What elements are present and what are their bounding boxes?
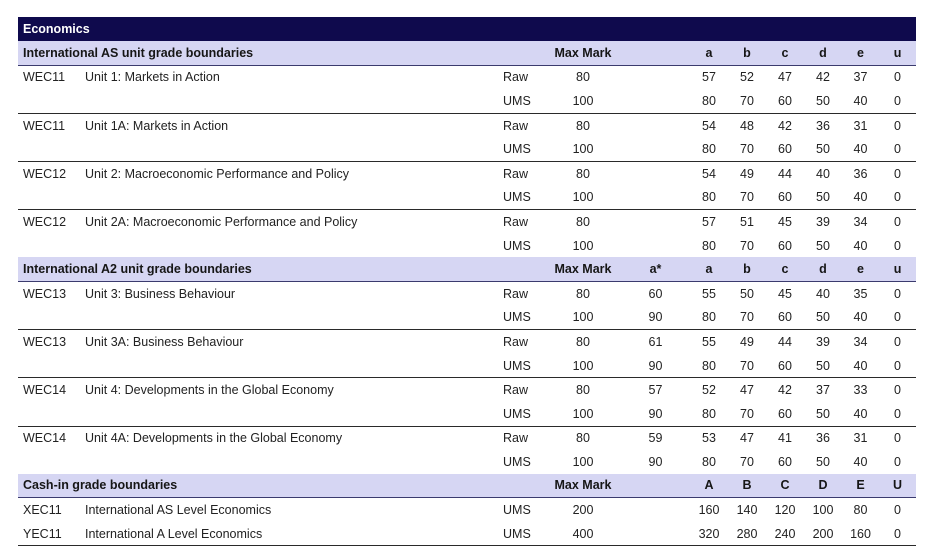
grade-boundary bbox=[621, 234, 690, 258]
grade-boundary: 60 bbox=[778, 310, 792, 325]
max-mark: 100 bbox=[572, 142, 594, 157]
grade-boundary: 0 bbox=[879, 522, 916, 546]
grade-boundary: 55 bbox=[690, 330, 728, 354]
grade-boundary: 80 bbox=[702, 93, 716, 108]
grade-boundary: 280 bbox=[728, 522, 766, 546]
mark-type: Raw bbox=[503, 113, 545, 137]
grade-boundary: 40 bbox=[853, 358, 868, 373]
mark-type: UMS bbox=[503, 190, 531, 205]
table-row bbox=[18, 306, 916, 330]
unit-code: WEC13 bbox=[23, 286, 67, 301]
max-mark-header: Max Mark bbox=[545, 474, 621, 498]
max-mark-header: Max Mark bbox=[545, 257, 621, 281]
mark-type: Raw bbox=[503, 378, 545, 402]
unit-code: WEC13 bbox=[18, 330, 85, 354]
unit-code: WEC14 bbox=[18, 426, 85, 450]
grade-boundary: 90 bbox=[648, 454, 663, 469]
max-mark: 100 bbox=[572, 310, 594, 325]
grade-header: u bbox=[879, 41, 916, 65]
grade-boundary: 57 bbox=[690, 210, 728, 234]
table-row bbox=[18, 354, 916, 378]
unit-name: Unit 4: Developments in the Global Economy bbox=[85, 378, 503, 402]
grade-boundary: 80 bbox=[702, 190, 716, 205]
max-mark: 100 bbox=[572, 454, 594, 469]
table-row bbox=[18, 281, 916, 305]
grade-boundary: 60 bbox=[778, 93, 792, 108]
grade-boundary: 54 bbox=[690, 113, 728, 137]
unit-code bbox=[18, 137, 85, 161]
grade-boundary: 49 bbox=[728, 161, 766, 185]
grade-boundary: 50 bbox=[816, 238, 830, 253]
max-mark: 200 bbox=[572, 503, 594, 518]
grade-boundary: 40 bbox=[804, 161, 842, 185]
table-row bbox=[18, 522, 916, 546]
grade-boundary bbox=[621, 89, 690, 113]
grade-header: d bbox=[804, 41, 842, 65]
grade-boundary: 36 bbox=[804, 113, 842, 137]
mark-type: UMS bbox=[503, 310, 531, 325]
grade-boundary: 42 bbox=[766, 113, 804, 137]
max-mark: 80 bbox=[576, 70, 590, 85]
unit-name bbox=[85, 89, 503, 113]
unit-name: Unit 2: Macroeconomic Performance and Policy bbox=[85, 161, 503, 185]
grade-boundary: 54 bbox=[690, 161, 728, 185]
max-mark: 80 bbox=[545, 426, 621, 450]
grade-boundary: 80 bbox=[702, 454, 716, 469]
unit-name: Unit 3A: Business Behaviour bbox=[85, 330, 503, 354]
grade-boundary bbox=[621, 522, 690, 546]
grade-boundary: 0 bbox=[894, 454, 901, 469]
grade-boundary: 320 bbox=[690, 522, 728, 546]
mark-type: Raw bbox=[503, 286, 529, 301]
grade-boundary: 39 bbox=[804, 210, 842, 234]
unit-name bbox=[85, 306, 503, 330]
grade-boundary: 80 bbox=[702, 358, 716, 373]
grade-boundary: 59 bbox=[621, 426, 690, 450]
grade-boundary: 50 bbox=[816, 358, 830, 373]
grade-header: b bbox=[728, 257, 766, 281]
grade-boundary: 0 bbox=[879, 378, 916, 402]
unit-name: Unit 4A: Developments in the Global Economy bbox=[85, 426, 503, 450]
grade-boundary: 49 bbox=[728, 330, 766, 354]
table-row bbox=[18, 210, 916, 234]
mark-type: UMS bbox=[503, 93, 531, 108]
mark-type: Raw bbox=[503, 330, 545, 354]
grade-boundary: 42 bbox=[816, 70, 830, 85]
unit-name bbox=[85, 402, 503, 426]
grade-boundary: 100 bbox=[812, 503, 834, 518]
grade-boundary: 70 bbox=[740, 190, 754, 205]
grade-header: e bbox=[842, 257, 879, 281]
grade-boundary: 0 bbox=[894, 358, 901, 373]
grade-boundary: 0 bbox=[894, 93, 901, 108]
mark-type: UMS bbox=[503, 454, 531, 469]
table-row bbox=[18, 186, 916, 210]
grade-boundary: 0 bbox=[894, 238, 901, 253]
mark-type: UMS bbox=[503, 406, 531, 421]
mark-type: UMS bbox=[503, 503, 531, 518]
section-1-header-row bbox=[18, 257, 916, 281]
grade-boundary: 34 bbox=[842, 210, 879, 234]
grade-boundary: 47 bbox=[728, 378, 766, 402]
max-mark: 80 bbox=[545, 161, 621, 185]
grade-boundary: 40 bbox=[853, 454, 868, 469]
max-mark: 80 bbox=[576, 286, 590, 301]
grade-boundary: 70 bbox=[740, 238, 754, 253]
grade-boundary: 60 bbox=[648, 286, 663, 301]
unit-code: WEC12 bbox=[18, 161, 85, 185]
max-mark: 80 bbox=[545, 113, 621, 137]
max-mark: 80 bbox=[545, 378, 621, 402]
grade-boundary: 80 bbox=[853, 503, 868, 518]
grade-boundary: 44 bbox=[766, 330, 804, 354]
grade-boundary: 61 bbox=[621, 330, 690, 354]
grade-header: E bbox=[842, 474, 879, 498]
unit-code: WEC11 bbox=[18, 113, 85, 137]
grade-boundary: 36 bbox=[804, 426, 842, 450]
grade-boundary: 40 bbox=[853, 310, 868, 325]
unit-name: Unit 3: Business Behaviour bbox=[85, 286, 236, 301]
unit-code bbox=[18, 234, 85, 258]
grade-boundary: 40 bbox=[853, 238, 868, 253]
grade-header bbox=[621, 41, 690, 65]
unit-code: WEC14 bbox=[18, 378, 85, 402]
grade-header: A bbox=[690, 474, 728, 498]
grade-header: b bbox=[728, 41, 766, 65]
grade-boundary: 45 bbox=[766, 210, 804, 234]
grade-boundary: 60 bbox=[778, 190, 792, 205]
mark-type: UMS bbox=[503, 358, 531, 373]
grade-boundary: 40 bbox=[853, 142, 868, 157]
grade-boundary: 70 bbox=[740, 93, 754, 108]
grade-boundary: 47 bbox=[778, 70, 792, 85]
unit-name bbox=[85, 186, 503, 210]
grade-boundary bbox=[621, 186, 690, 210]
section-0-header-row bbox=[18, 41, 916, 65]
grade-boundary: 40 bbox=[853, 406, 868, 421]
unit-code bbox=[18, 450, 85, 474]
unit-code bbox=[18, 306, 85, 330]
grade-boundary bbox=[621, 498, 690, 522]
grade-boundary: 80 bbox=[702, 238, 716, 253]
grade-boundary: 60 bbox=[778, 358, 792, 373]
grade-boundary: 57 bbox=[702, 70, 716, 85]
grade-boundary: 160 bbox=[698, 503, 720, 518]
max-mark-header: Max Mark bbox=[545, 41, 621, 65]
grade-boundary: 0 bbox=[879, 161, 916, 185]
section-title: International AS unit grade boundaries bbox=[18, 41, 545, 65]
unit-name bbox=[85, 234, 503, 258]
max-mark: 400 bbox=[545, 522, 621, 546]
grade-boundary: 160 bbox=[842, 522, 879, 546]
table-row bbox=[18, 498, 916, 522]
grade-boundary: 50 bbox=[740, 286, 754, 301]
max-mark: 100 bbox=[572, 358, 594, 373]
table-row bbox=[18, 65, 916, 89]
table-row bbox=[18, 426, 916, 450]
grade-boundary: 52 bbox=[690, 378, 728, 402]
grade-header: D bbox=[804, 474, 842, 498]
grade-boundary bbox=[621, 210, 690, 234]
unit-code bbox=[18, 89, 85, 113]
grade-boundary: 0 bbox=[894, 142, 901, 157]
grade-header: B bbox=[728, 474, 766, 498]
max-mark: 80 bbox=[545, 330, 621, 354]
grade-boundary: 42 bbox=[766, 378, 804, 402]
unit-name: Unit 2A: Macroeconomic Performance and Policy bbox=[85, 210, 503, 234]
grade-boundary: 120 bbox=[774, 503, 796, 518]
grade-boundary: 41 bbox=[766, 426, 804, 450]
grade-boundary: 50 bbox=[816, 406, 830, 421]
unit-code: WEC11 bbox=[23, 70, 66, 85]
grade-boundary: 0 bbox=[879, 426, 916, 450]
grade-boundary: 50 bbox=[816, 454, 830, 469]
grade-header: a bbox=[690, 41, 728, 65]
grade-header: C bbox=[766, 474, 804, 498]
unit-code bbox=[18, 186, 85, 210]
grade-boundary: 60 bbox=[778, 238, 792, 253]
grade-boundary: 70 bbox=[740, 358, 754, 373]
table-row bbox=[18, 113, 916, 137]
grade-boundary: 39 bbox=[804, 330, 842, 354]
grade-header: e bbox=[842, 41, 879, 65]
section-title: Cash-in grade boundaries bbox=[18, 474, 545, 498]
grade-boundary: 60 bbox=[778, 454, 792, 469]
grade-boundary: 53 bbox=[690, 426, 728, 450]
table-row bbox=[18, 450, 916, 474]
grade-boundary: 0 bbox=[894, 70, 901, 85]
grade-boundary: 50 bbox=[816, 93, 830, 108]
unit-name bbox=[85, 137, 503, 161]
max-mark: 100 bbox=[572, 406, 594, 421]
grade-boundary: 57 bbox=[621, 378, 690, 402]
grade-boundary: 70 bbox=[740, 406, 754, 421]
page-title: Economics bbox=[18, 17, 916, 41]
grade-boundary: 0 bbox=[894, 310, 901, 325]
grade-boundary: 0 bbox=[894, 406, 901, 421]
grade-boundary: 33 bbox=[842, 378, 879, 402]
grade-boundary: 34 bbox=[842, 330, 879, 354]
max-mark: 100 bbox=[572, 93, 594, 108]
grade-boundary: 50 bbox=[816, 310, 830, 325]
grade-header: c bbox=[766, 257, 804, 281]
mark-type: Raw bbox=[503, 70, 529, 85]
grade-boundary: 70 bbox=[740, 142, 754, 157]
unit-name: International AS Level Economics bbox=[85, 503, 272, 518]
grade-boundary: 60 bbox=[778, 406, 792, 421]
grade-boundary: 0 bbox=[879, 210, 916, 234]
grade-boundary: 52 bbox=[740, 70, 754, 85]
grade-boundary: 45 bbox=[778, 286, 792, 301]
mark-type: UMS bbox=[503, 522, 545, 546]
grade-boundary: 37 bbox=[804, 378, 842, 402]
grade-boundary: 90 bbox=[648, 406, 663, 421]
unit-name bbox=[85, 450, 503, 474]
table-title-row bbox=[18, 17, 916, 41]
grade-header bbox=[621, 474, 690, 498]
max-mark: 80 bbox=[545, 210, 621, 234]
unit-code: WEC12 bbox=[18, 210, 85, 234]
grade-header: a bbox=[690, 257, 728, 281]
grade-boundary: 0 bbox=[879, 113, 916, 137]
grade-boundary: 40 bbox=[853, 93, 868, 108]
grade-header: U bbox=[879, 474, 916, 498]
grade-boundary: 90 bbox=[648, 310, 663, 325]
unit-name: Unit 1: Markets in Action bbox=[85, 70, 220, 85]
grade-boundary: 35 bbox=[853, 286, 868, 301]
table-row bbox=[18, 234, 916, 258]
grade-boundary: 37 bbox=[853, 70, 868, 85]
grade-boundary: 0 bbox=[894, 190, 901, 205]
grade-boundary: 240 bbox=[766, 522, 804, 546]
table-row bbox=[18, 402, 916, 426]
unit-code: XEC11 bbox=[23, 503, 62, 518]
mark-type: UMS bbox=[503, 142, 531, 157]
grade-boundary: 80 bbox=[702, 406, 716, 421]
grade-header: a* bbox=[621, 257, 690, 281]
grade-boundary: 40 bbox=[816, 286, 830, 301]
mark-type: Raw bbox=[503, 210, 545, 234]
mark-type: UMS bbox=[503, 238, 531, 253]
grade-header: c bbox=[766, 41, 804, 65]
grade-header: u bbox=[879, 257, 916, 281]
table-row bbox=[18, 161, 916, 185]
grade-boundary: 80 bbox=[702, 142, 716, 157]
grade-boundary bbox=[621, 113, 690, 137]
section-title: International A2 unit grade boundaries bbox=[18, 257, 545, 281]
grade-boundary: 40 bbox=[853, 190, 868, 205]
grade-boundary: 50 bbox=[816, 190, 830, 205]
grade-boundary bbox=[621, 161, 690, 185]
grade-boundary: 36 bbox=[842, 161, 879, 185]
table-row bbox=[18, 378, 916, 402]
mark-type: Raw bbox=[503, 426, 545, 450]
table-row bbox=[18, 137, 916, 161]
unit-code: YEC11 bbox=[18, 522, 85, 546]
grade-boundary: 60 bbox=[778, 142, 792, 157]
unit-code bbox=[18, 402, 85, 426]
grade-header: d bbox=[804, 257, 842, 281]
grade-boundary: 31 bbox=[842, 113, 879, 137]
grade-boundary: 90 bbox=[648, 358, 663, 373]
grade-boundary: 80 bbox=[702, 310, 716, 325]
unit-name: Unit 1A: Markets in Action bbox=[85, 113, 503, 137]
grade-boundary: 51 bbox=[728, 210, 766, 234]
grade-boundary bbox=[621, 65, 690, 89]
grade-boundary: 48 bbox=[728, 113, 766, 137]
grade-boundaries-table bbox=[18, 17, 916, 546]
table-row bbox=[18, 89, 916, 113]
grade-boundary: 0 bbox=[894, 286, 901, 301]
grade-boundary: 70 bbox=[740, 454, 754, 469]
table-row bbox=[18, 330, 916, 354]
grade-boundary: 55 bbox=[702, 286, 716, 301]
grade-boundary bbox=[621, 137, 690, 161]
grade-boundary: 31 bbox=[842, 426, 879, 450]
grade-boundary: 0 bbox=[894, 503, 901, 518]
unit-code bbox=[18, 354, 85, 378]
unit-name bbox=[85, 354, 503, 378]
mark-type: Raw bbox=[503, 161, 545, 185]
grade-boundary: 50 bbox=[816, 142, 830, 157]
max-mark: 100 bbox=[572, 190, 594, 205]
grade-boundaries-document bbox=[18, 17, 908, 546]
grade-boundary: 0 bbox=[879, 330, 916, 354]
grade-boundary: 200 bbox=[804, 522, 842, 546]
max-mark: 100 bbox=[572, 238, 594, 253]
grade-boundary: 47 bbox=[728, 426, 766, 450]
grade-boundary: 44 bbox=[766, 161, 804, 185]
unit-name: International A Level Economics bbox=[85, 522, 503, 546]
cashin-header-row bbox=[18, 474, 916, 498]
grade-boundary: 70 bbox=[740, 310, 754, 325]
grade-boundary: 140 bbox=[736, 503, 758, 518]
